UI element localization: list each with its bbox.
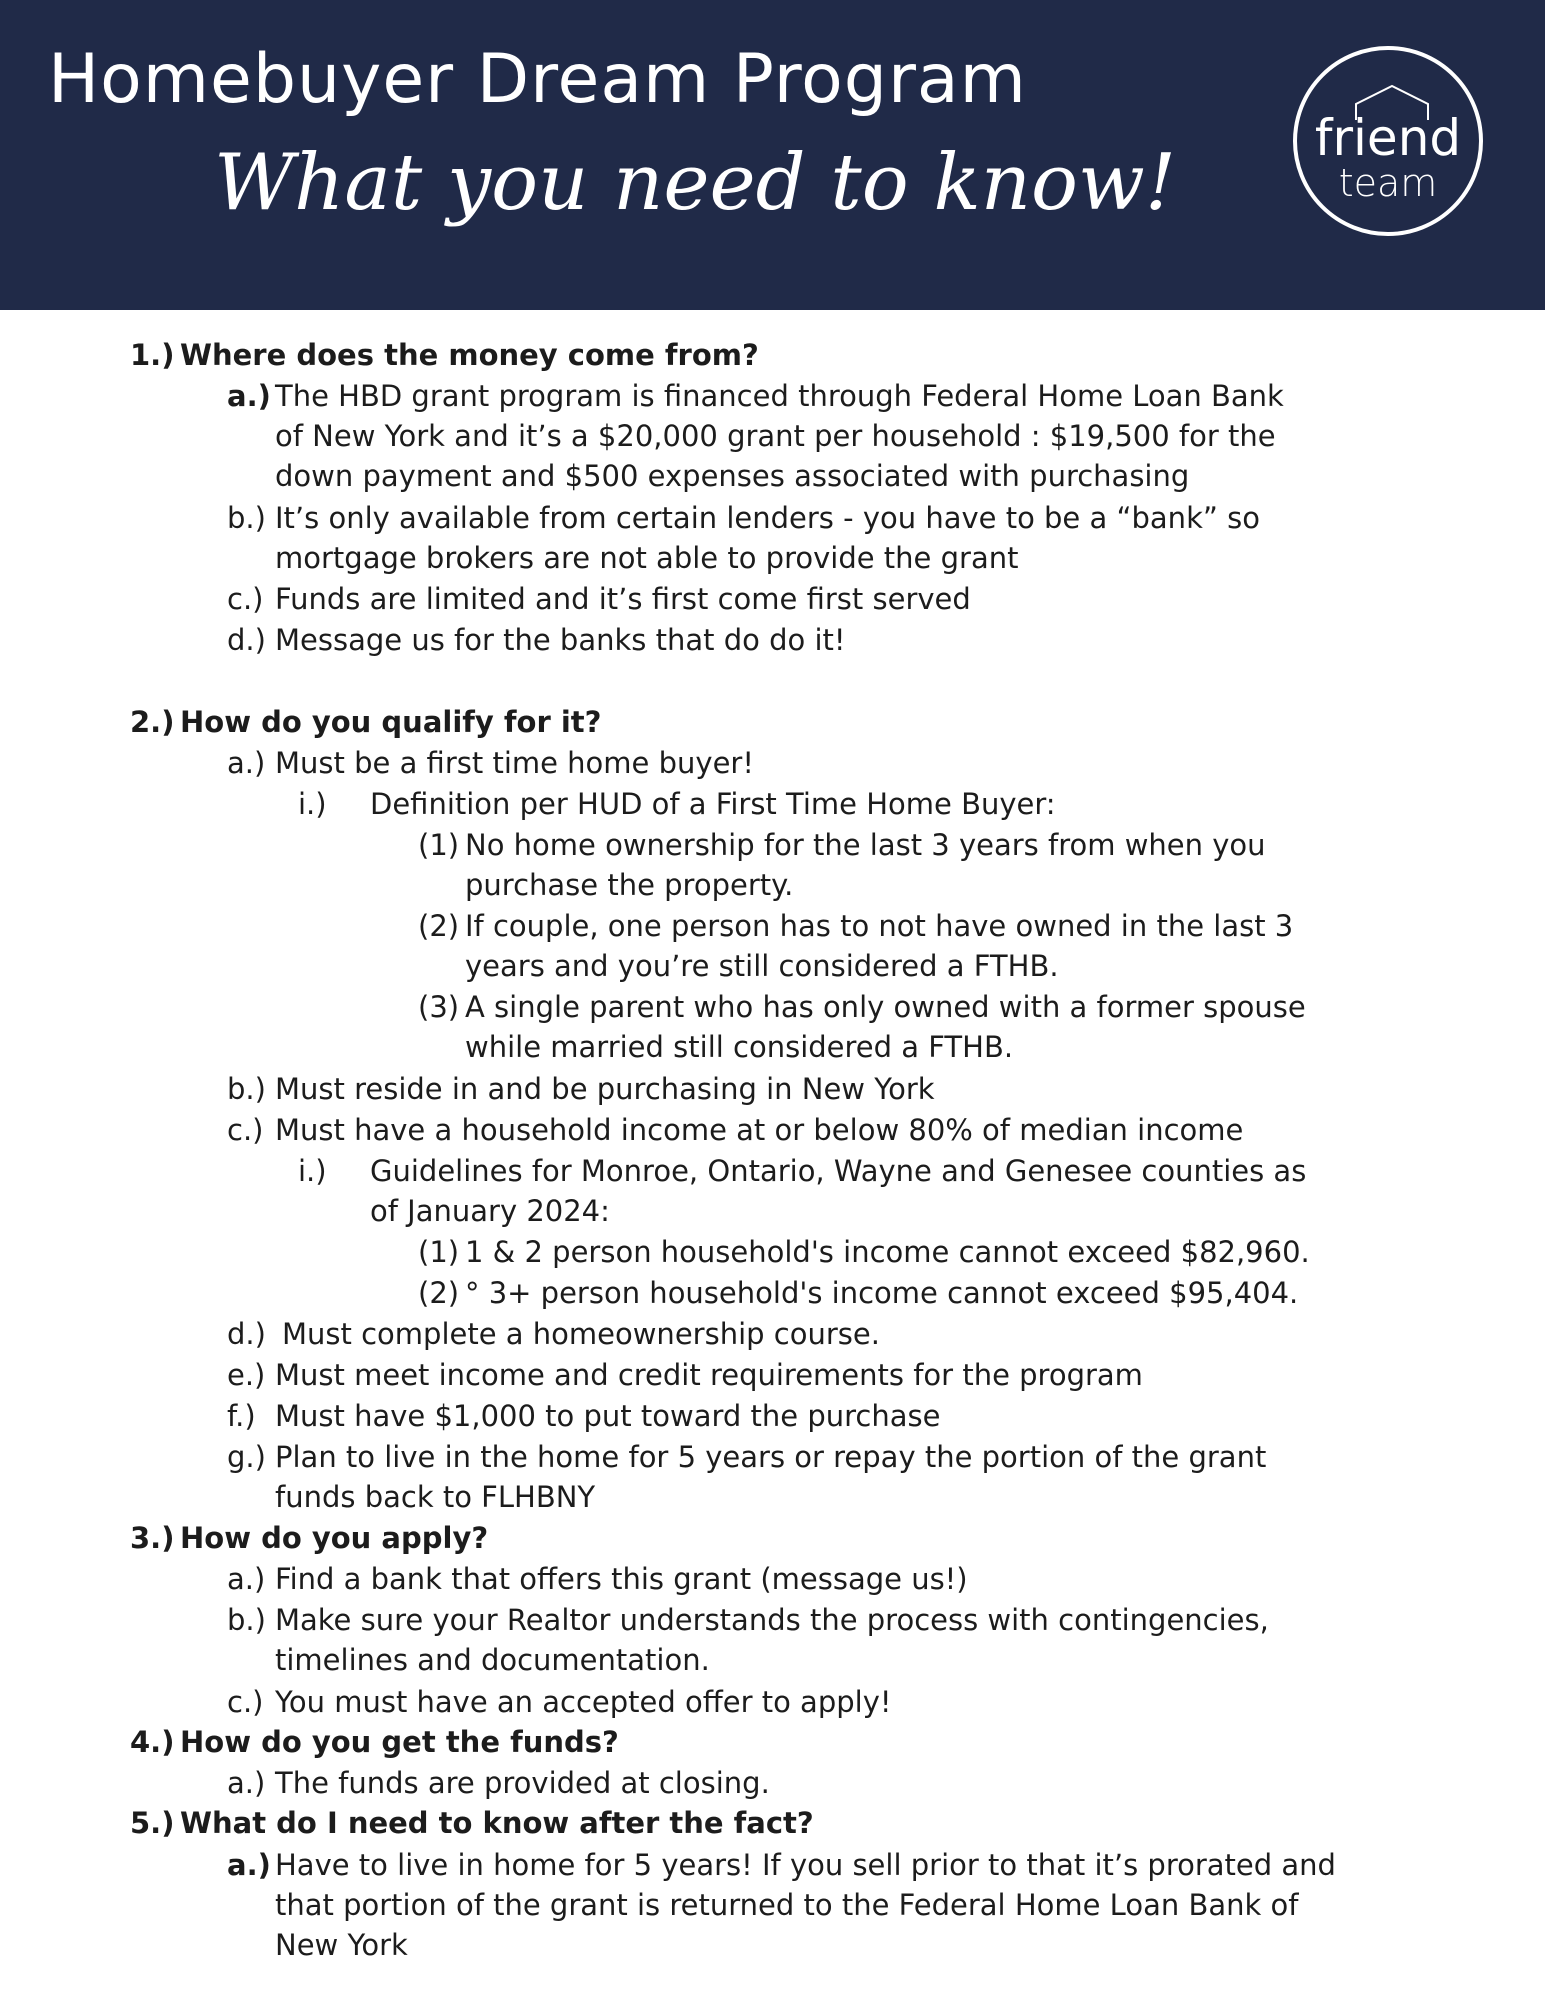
section-2-number: 2.): [130, 705, 175, 739]
list-item-line: Have to live in home for 5 years! If you sell prior to that it’s prorated and: [275, 1848, 1336, 1882]
section-1-question: Where does the money come from?: [180, 338, 759, 372]
header-banner: [0, 0, 1545, 310]
list-marker: a.): [227, 379, 271, 413]
list-marker: c.): [227, 1685, 264, 1719]
list-marker: i.): [298, 787, 327, 821]
section-5-number: 5.): [130, 1806, 175, 1840]
list-item-line: years and you’re still considered a FTHB.: [465, 949, 1059, 983]
page-title: Homebuyer Dream Program: [48, 40, 1027, 119]
list-marker: b.): [227, 1072, 266, 1106]
list-item-line: that portion of the grant is returned to the Federal Home Loan Bank of: [275, 1888, 1299, 1922]
list-item-line: mortgage brokers are not able to provide the grant: [275, 541, 1019, 575]
list-item-line: Guidelines for Monroe, Ontario, Wayne and Genesee counties as: [370, 1154, 1307, 1188]
list-item-line: timelines and documentation.: [275, 1643, 710, 1677]
list-item-line: Must have $1,000 to put toward the purchase: [275, 1399, 941, 1433]
list-item-line: The HBD grant program is financed through Federal Home Loan Bank: [275, 379, 1284, 413]
list-item-line: while married still considered a FTHB.: [465, 1030, 1014, 1064]
list-item-line: 1 & 2 person household's income cannot exceed $82,960.: [465, 1235, 1310, 1269]
list-item-line: Must have a household income at or below 80% of median income: [275, 1113, 1244, 1147]
list-item-line: ° 3+ person household's income cannot exceed $95,404.: [465, 1276, 1299, 1310]
logo-text-team: team: [1338, 161, 1438, 205]
list-marker: a.): [227, 1562, 266, 1596]
list-item-line: The funds are provided at closing.: [275, 1766, 770, 1800]
section-5-question: What do I need to know after the fact?: [180, 1806, 814, 1840]
list-item-line: No home ownership for the last 3 years from when you: [465, 828, 1266, 862]
list-marker: b.): [227, 1603, 266, 1637]
section-1-number: 1.): [130, 338, 175, 372]
list-marker: a.): [227, 1848, 271, 1882]
list-marker: (1): [418, 828, 460, 862]
list-item-line: purchase the property.: [465, 868, 794, 902]
list-item-line: of January 2024:: [370, 1194, 610, 1228]
list-marker: i.): [298, 1154, 327, 1188]
list-item-line: Funds are limited and it’s first come first served: [275, 582, 971, 616]
section-2-question: How do you qualify for it?: [180, 705, 602, 739]
list-marker: d.): [227, 623, 266, 657]
list-item-line: funds back to FLHBNY: [275, 1480, 596, 1514]
list-item-line: If couple, one person has to not have owned in the last 3: [465, 909, 1294, 943]
list-item-line: Must meet income and credit requirements for the program: [275, 1358, 1143, 1392]
list-item-line: It’s only available from certain lenders - you have to be a “bank” so: [275, 501, 1260, 535]
list-marker: (2): [418, 1276, 460, 1310]
list-marker: c.): [227, 1113, 264, 1147]
list-item-line: New York: [275, 1928, 408, 1962]
list-marker: g.): [227, 1440, 266, 1474]
list-marker: b.): [227, 501, 266, 535]
section-4-number: 4.): [130, 1725, 175, 1759]
list-marker: (2): [418, 909, 460, 943]
page-subtitle: What you need to know!: [214, 138, 1177, 228]
list-item-line: Message us for the banks that do do it!: [275, 623, 846, 657]
list-item-line: Find a bank that offers this grant (message us!): [275, 1562, 968, 1596]
section-3-question: How do you apply?: [180, 1521, 489, 1555]
section-3-number: 3.): [130, 1521, 175, 1555]
list-marker: c.): [227, 582, 264, 616]
list-item-line: down payment and $500 expenses associated with purchasing: [275, 459, 1190, 493]
section-4-question: How do you get the funds?: [180, 1725, 619, 1759]
logo-text-friend: friend: [1314, 109, 1462, 167]
list-item-line: You must have an accepted offer to apply!: [275, 1685, 892, 1719]
list-item-line: A single parent who has only owned with a former spouse: [465, 990, 1306, 1024]
list-marker: f.): [227, 1399, 256, 1433]
list-marker: (3): [418, 990, 460, 1024]
list-marker: d.): [227, 1317, 266, 1351]
list-item-line: Must reside in and be purchasing in New York: [275, 1072, 935, 1106]
list-item-line: Make sure your Realtor understands the process with contingencies,: [275, 1603, 1269, 1637]
list-marker: (1): [418, 1235, 460, 1269]
list-item-line: Must complete a homeownership course.: [282, 1317, 880, 1351]
list-marker: e.): [227, 1358, 266, 1392]
list-marker: a.): [227, 746, 266, 780]
list-item-line: Plan to live in the home for 5 years or repay the portion of the grant: [275, 1440, 1267, 1474]
list-item-line: Definition per HUD of a First Time Home Buyer:: [370, 787, 1056, 821]
list-item-line: Must be a first time home buyer!: [275, 746, 754, 780]
friend-team-logo: [1293, 46, 1483, 236]
list-marker: a.): [227, 1766, 266, 1800]
list-item-line: of New York and it’s a $20,000 grant per household : $19,500 for the: [275, 419, 1276, 453]
